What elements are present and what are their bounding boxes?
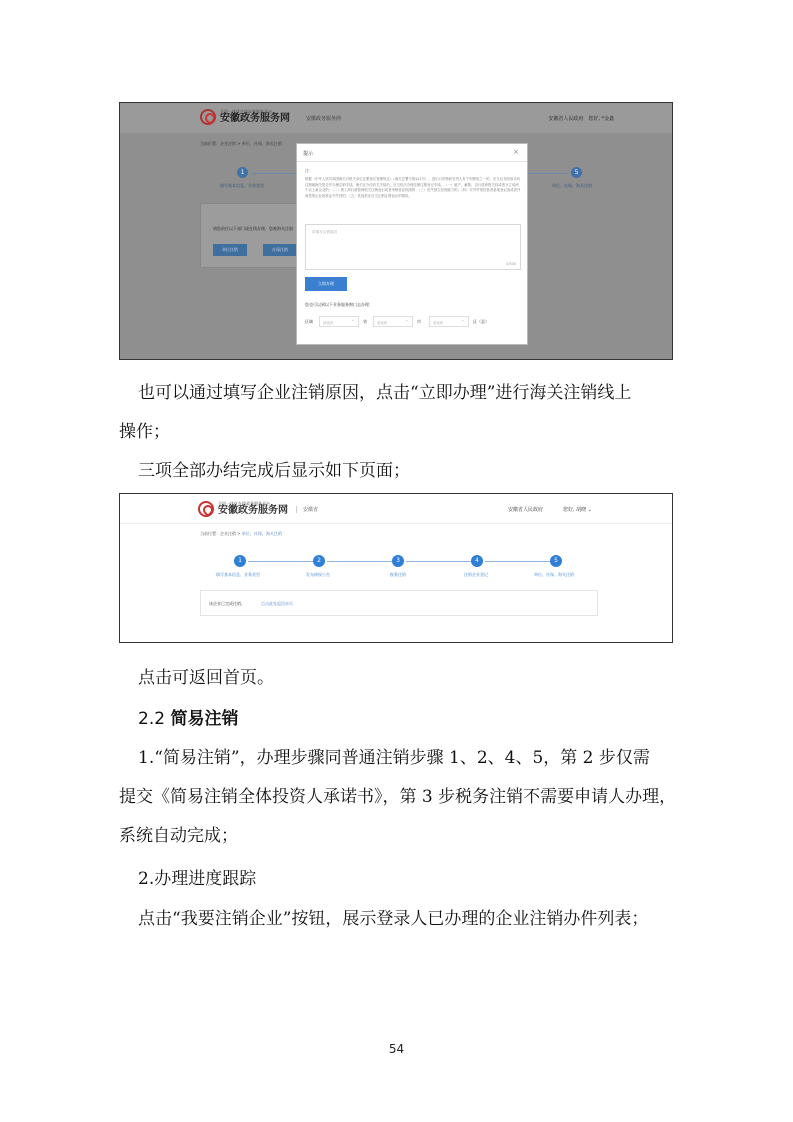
reason-placeholder: 请填写注销原因	[312, 230, 338, 234]
step-5-icon: 5	[571, 167, 582, 178]
site-logo[interactable]	[198, 501, 288, 517]
social-cancel-button[interactable]: 社保注销	[263, 244, 297, 256]
note-heading: 注：	[305, 168, 313, 173]
step-4-icon: 4	[471, 555, 483, 567]
section-heading	[138, 708, 238, 730]
site-logo[interactable]	[200, 109, 290, 125]
paragraph-simple-line3: 系统自动完成；	[119, 826, 238, 846]
step-4-label: 注销企业登记	[464, 572, 488, 577]
screenshot-customs-modal	[119, 102, 673, 360]
province-label: 省	[363, 319, 367, 324]
step-1-label: 填写基本信息、业务类型	[220, 183, 264, 188]
region-name[interactable]: 安徽省	[296, 506, 318, 513]
breadcrumb: 当前位置：企业注销 > 单位、社保、海关注销	[200, 141, 282, 146]
completion-text: 该企业已完成注销，	[209, 601, 245, 606]
step-3-label: 税务注销	[390, 572, 406, 577]
logo-subtitle: 全国一体化在线政务服务平台	[220, 108, 272, 114]
gov-name: 安徽省人民政府	[508, 507, 544, 513]
site-header	[120, 103, 672, 133]
step-connector	[248, 561, 313, 562]
page-number: 54	[388, 1042, 405, 1056]
step-connector	[485, 561, 550, 562]
step-1-icon: 1	[237, 167, 248, 178]
breadcrumb	[200, 531, 282, 537]
step-5-label: 单位、社保、海关注销	[534, 572, 574, 577]
customs-modal	[296, 143, 528, 345]
step-connector	[327, 561, 392, 562]
paragraph-simple-line2: 提交《简易注销全体投资人承诺书》，第 3 步税务注销不需要申请人办理，	[119, 787, 677, 807]
note-body: 根据《中华人民共和国海关对报关单位注册登记管理规定》（海关总署令第221号），进出口货物收发货人有下列情形之一的，应当以书面形式向注册地海关报告并办理注销手续。海关在办结有关手续后，应当依法办理注销注册登记手续。（一）破产、解散、自行放弃报关权或者分立成两个以上新企业的；（二）被工商行政管理机关注销登记或者吊销营业执照的；（三）丧失独立经营能力的；（四）对外贸易经营者备案登记表或者外商投资企业批准证书失效的；（五）其他依法应当注销注册登记的情形。	[305, 177, 521, 198]
window-prompt: 您也可以到以下业务服务窗口去办理：	[305, 302, 373, 307]
paragraph-three-done: 三项全部办结完成后显示如下页面；	[138, 461, 410, 481]
paragraph-simple-line1: 1.“简易注销”，办理步骤同普通注销步骤 1、2、4、5，第 2 步仅需	[138, 748, 650, 768]
logo-title: 安徽政务服务网	[220, 112, 290, 124]
city-label: 市	[417, 319, 421, 324]
reason-textarea[interactable]	[305, 224, 521, 270]
logo-title: 安徽政务服务网	[218, 504, 288, 516]
paragraph-customs-line1: 也可以通过填写企业注销原因，点击“立即办理”进行海关注销线上	[138, 383, 632, 403]
divider	[297, 161, 527, 162]
logo-mark-icon	[200, 109, 216, 125]
user-greeting[interactable]: 安徽省人民政府 您好, *金鑫	[548, 116, 614, 122]
close-icon[interactable]: ×	[513, 148, 519, 156]
site-name: 安徽政务服务网	[306, 116, 342, 122]
breadcrumb-prefix: 当前位置：企业注销 >	[200, 531, 242, 536]
card-text: 请您前往以下部门或在线办理，您被海关注册	[213, 226, 293, 231]
step-1-label: 填写基本信息、业务类型	[216, 572, 260, 577]
region-select-row	[305, 316, 521, 328]
step-5-icon: 5	[550, 555, 562, 567]
step-connector	[528, 173, 568, 174]
district-label: 区（县）	[473, 319, 489, 324]
paragraph-customs-line2: 操作；	[119, 422, 170, 442]
province-select[interactable]: 请选择 ⌄	[373, 316, 413, 327]
logo-subtitle: 全国一体化在线政务服务平台	[218, 500, 270, 506]
paragraph-return-home: 点击可返回首页。	[138, 668, 274, 688]
step-1-icon: 1	[234, 555, 246, 567]
step-2-label: 发布债权公告	[306, 572, 330, 577]
region-select[interactable]: 请选择 ⌄	[319, 316, 359, 327]
logo-mark-icon	[198, 501, 214, 517]
step-5-label: 单位、社保、海关注销	[552, 183, 592, 188]
step-connector	[252, 173, 297, 174]
user-greeting[interactable]: 您好, 胡晓 ⌄	[563, 507, 592, 513]
step-2-icon: 2	[313, 555, 325, 567]
back-home-link[interactable]: 点击此处返回首页	[261, 601, 293, 606]
unit-cancel-button[interactable]: 单位注销	[213, 244, 247, 256]
breadcrumb-link[interactable]: 单位、社保、海关注销	[241, 531, 282, 536]
section-number: 2.2	[138, 709, 166, 729]
step-3-icon: 3	[392, 555, 404, 567]
char-counter: 0/500	[506, 262, 516, 266]
paragraph-progress-desc: 点击“我要注销企业”按钮，展示登录人已办理的企业注销办件列表；	[138, 909, 649, 929]
modal-title: 提示	[303, 151, 314, 157]
screenshot-completion-page	[119, 493, 673, 643]
region-label: 区域	[305, 319, 313, 324]
site-header	[120, 494, 672, 524]
section-title: 简易注销	[170, 709, 239, 729]
completion-box	[200, 590, 598, 616]
step-connector	[406, 561, 471, 562]
handle-now-button[interactable]: 立即办理	[305, 277, 347, 291]
paragraph-progress-title: 2.办理进度跟踪	[138, 869, 257, 889]
city-select[interactable]: 请选择 ⌄	[429, 316, 469, 327]
